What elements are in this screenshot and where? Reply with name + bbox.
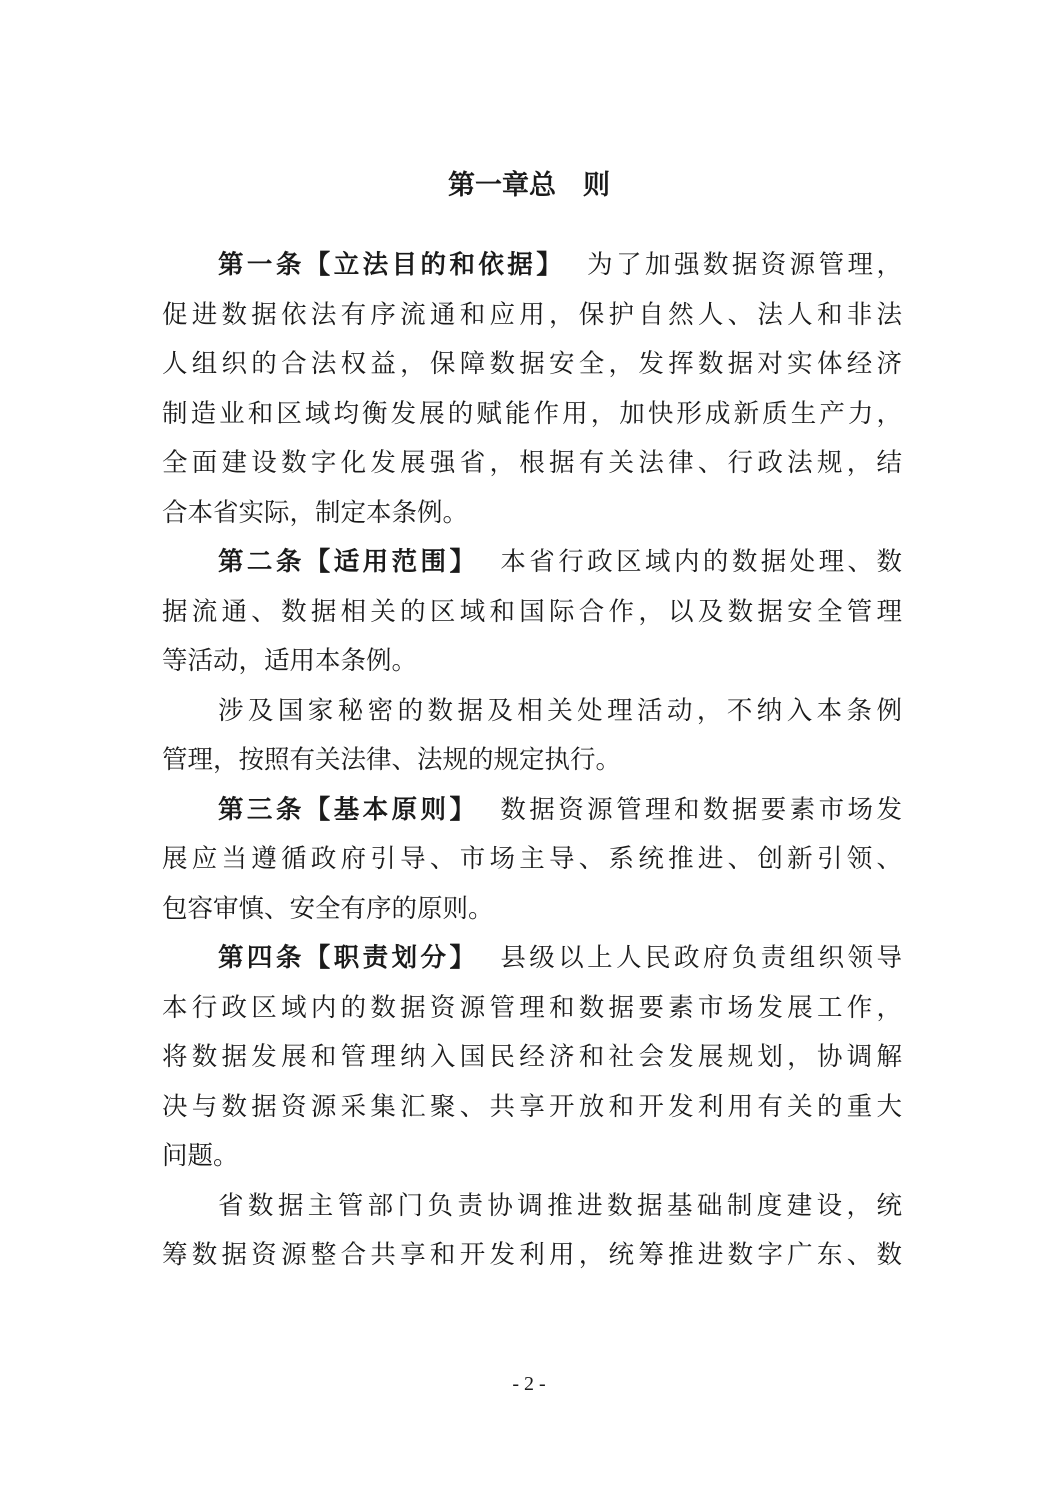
- article-2-paragraph-2-line: 管理，按照有关法律、法规的规定执行。: [162, 745, 622, 775]
- article-3-line: 展应当遵循政府引导、市场主导、系统推进、创新引领、: [162, 844, 902, 874]
- article-2-text: 本省行政区域内的数据处理、数: [500, 547, 902, 577]
- article-2-paragraph-2-line: 涉及国家秘密的数据及相关处理活动，不纳入本条例: [218, 695, 902, 726]
- article-1-line: 促进数据依法有序流通和应用，保护自然人、法人和非法: [162, 299, 902, 330]
- chapter-title: 第一章总 则: [448, 170, 610, 201]
- article-4-text: 县级以上人民政府负责组织领导: [500, 943, 902, 973]
- article-2-heading: 第二条【适用范围】: [218, 547, 479, 577]
- body-text: [162, 241, 902, 1281]
- article-4-paragraph-2-line: 筹数据资源整合共享和开发利用，统筹推进数字广东、数: [162, 1240, 902, 1270]
- article-1-line: 制造业和区域均衡发展的赋能作用，加快形成新质生产力，: [162, 398, 902, 429]
- article-4-first-line: [162, 934, 902, 984]
- page-number: - 2 -: [512, 1373, 546, 1395]
- article-4-line: 将数据发展和管理纳入国民经济和社会发展规划，协调解: [162, 1042, 902, 1072]
- article-1-text: 为了加强数据资源管理，: [587, 250, 902, 280]
- article-2-first-line: [162, 538, 902, 588]
- article-4-line: 本行政区域内的数据资源管理和数据要素市场发展工作，: [162, 992, 902, 1023]
- article-2-line: 等活动，适用本条例。: [162, 646, 418, 676]
- article-4-paragraph-2-line: 省数据主管部门负责协调推进数据基础制度建设，统: [218, 1190, 902, 1221]
- article-3-first-line: [162, 786, 902, 836]
- article-1-line: 全面建设数字化发展强省，根据有关法律、行政法规，结: [162, 448, 902, 478]
- article-2-line: 据流通、数据相关的区域和国际合作，以及数据安全管理: [162, 596, 902, 627]
- article-3-text: 数据资源管理和数据要素市场发: [500, 794, 902, 825]
- article-1-first-line: [162, 241, 902, 291]
- article-1-line: 合本省实际，制定本条例。: [162, 497, 469, 528]
- article-1-heading: 第一条【立法目的和依据】: [218, 250, 566, 280]
- article-4-line: 问题。: [162, 1141, 239, 1171]
- article-1-line: 人组织的合法权益，保障数据安全，发挥数据对实体经济: [162, 349, 902, 379]
- article-4-heading: 第四条【职责划分】: [218, 943, 479, 973]
- article-4-line: 决与数据资源采集汇聚、共享开放和开发利用有关的重大: [162, 1091, 902, 1122]
- article-3-heading: 第三条【基本原则】: [218, 794, 479, 825]
- article-3-line: 包容审慎、安全有序的原则。: [162, 893, 494, 924]
